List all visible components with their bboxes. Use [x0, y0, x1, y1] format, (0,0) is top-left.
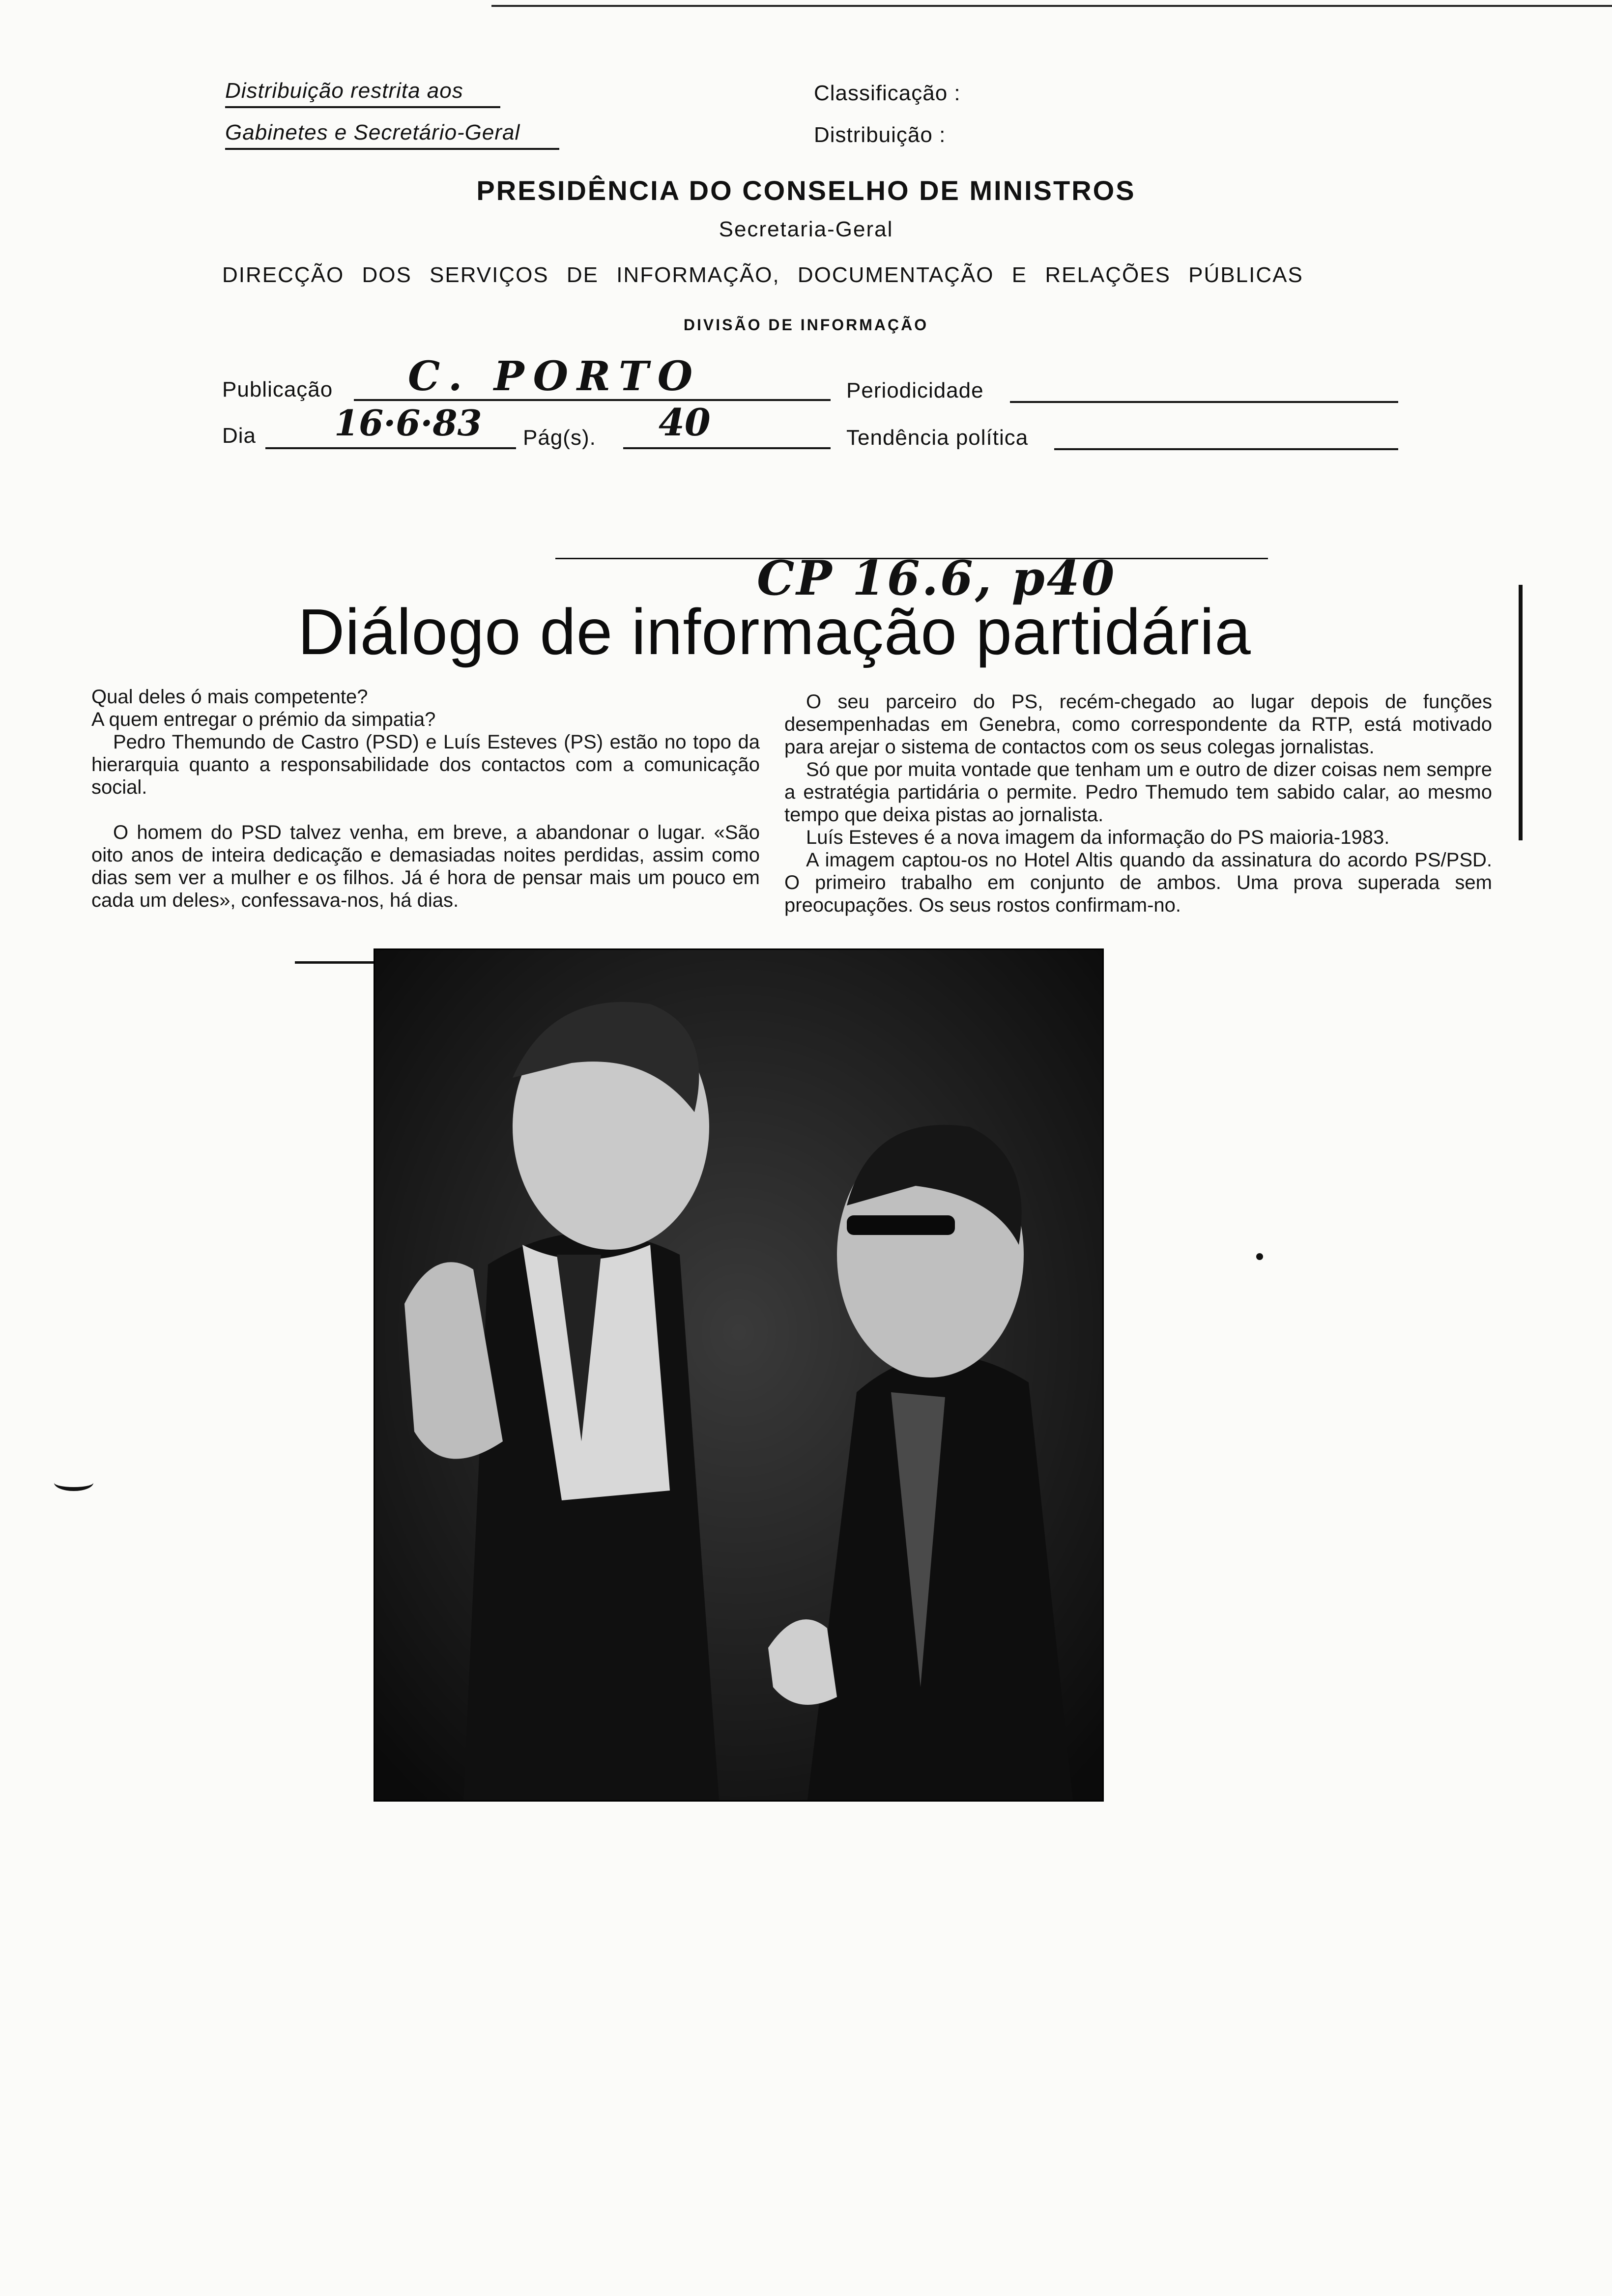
distribuicao-label: Distribuição : [814, 123, 946, 147]
article-photo [374, 948, 1104, 1802]
pags-value: 40 [659, 401, 711, 444]
pags-underline [623, 447, 831, 449]
pags-label: Pág(s). [523, 426, 596, 450]
tendencia-label: Tendência política [846, 426, 1029, 450]
left-paragraph: Qual deles ó mais competente? [91, 686, 368, 708]
left-paragraph: A quem entregar o prémio da simpatia? [91, 709, 436, 730]
dia-underline [265, 447, 516, 449]
top-rule [491, 5, 1612, 7]
right-paragraph: Luís Esteves é a nova imagem da informação do PS maioria-1983. [806, 827, 1390, 848]
secretaria-geral: Secretaria-Geral [719, 217, 893, 241]
dia-label: Dia [222, 424, 257, 448]
right-paragraph: A imagem captou-os no Hotel Altis quando da assinatura do acordo PS/PSD. O primeiro trabalho em conjunto de ambos. Uma prova superada sem preocupações. Os seus rostos confirmam-no. [784, 849, 1492, 916]
organization-heading: PRESIDÊNCIA DO CONSELHO DE MINISTROS [476, 175, 1136, 206]
direccao-line: DIRECÇÃO DOS SERVIÇOS DE INFORMAÇÃO, DOCUMENTAÇÃO E RELAÇÕES PÚBLICAS [222, 263, 1303, 287]
tendencia-underline [1054, 448, 1398, 450]
scan-edge-mark [1519, 585, 1523, 840]
left-paragraph: Pedro Themundo de Castro (PSD) e Luís Esteves (PS) estão no topo da hierarquia quanto a responsabilidade dos contactos com a comunicação social. [91, 731, 760, 798]
left-paragraph: O homem do PSD talvez venha, em breve, a abandonar o lugar. «São oito anos de inteira dedicação e demasiadas noites perdidas, assim como dias sem ver a mulher e os filhos. Já é hora de pensar mais um pouco em cada um deles», confessava-nos, há dias. [91, 822, 760, 911]
article-left-column [91, 686, 760, 912]
restricted-distribution-line1: Distribuição restrita aos [225, 79, 500, 108]
publicacao-label: Publicação [222, 377, 333, 402]
publicacao-value: C. PORTO [408, 353, 702, 400]
right-paragraph: Só que por muita vontade que tenham um e outro de dizer coisas nem sempre a estratégia partidária o permite. Pedro Themudo tem sabido calar, ao mesmo tempo que deixa pistas ao jornalista. [784, 759, 1492, 826]
periodicidade-label: Periodicidade [846, 378, 984, 402]
scan-speck-curve [54, 1474, 93, 1491]
archive-stamp: CP 16.6, p40 [757, 550, 1117, 606]
periodicidade-underline [1010, 401, 1398, 403]
dia-value: 16·6·83 [334, 402, 482, 444]
photo-side-rule [295, 961, 378, 964]
restricted-distribution-line2: Gabinetes e Secretário-Geral [225, 120, 559, 150]
scan-speck [1256, 1253, 1263, 1260]
photo-illustration [375, 950, 1102, 1800]
classificacao-label: Classificação : [814, 81, 961, 105]
article-title: Diálogo de informação partidária [298, 596, 1251, 668]
divisao-informacao: DIVISÃO DE INFORMAÇÃO [683, 316, 929, 334]
right-paragraph: O seu parceiro do PS, recém-chegado ao lugar depois de funções desempenhadas em Genebra, como correspondente da RTP, está motivado para arejar o sistema de contactos com os seus colegas jornalistas. [784, 691, 1492, 758]
article-right-column [784, 690, 1492, 917]
